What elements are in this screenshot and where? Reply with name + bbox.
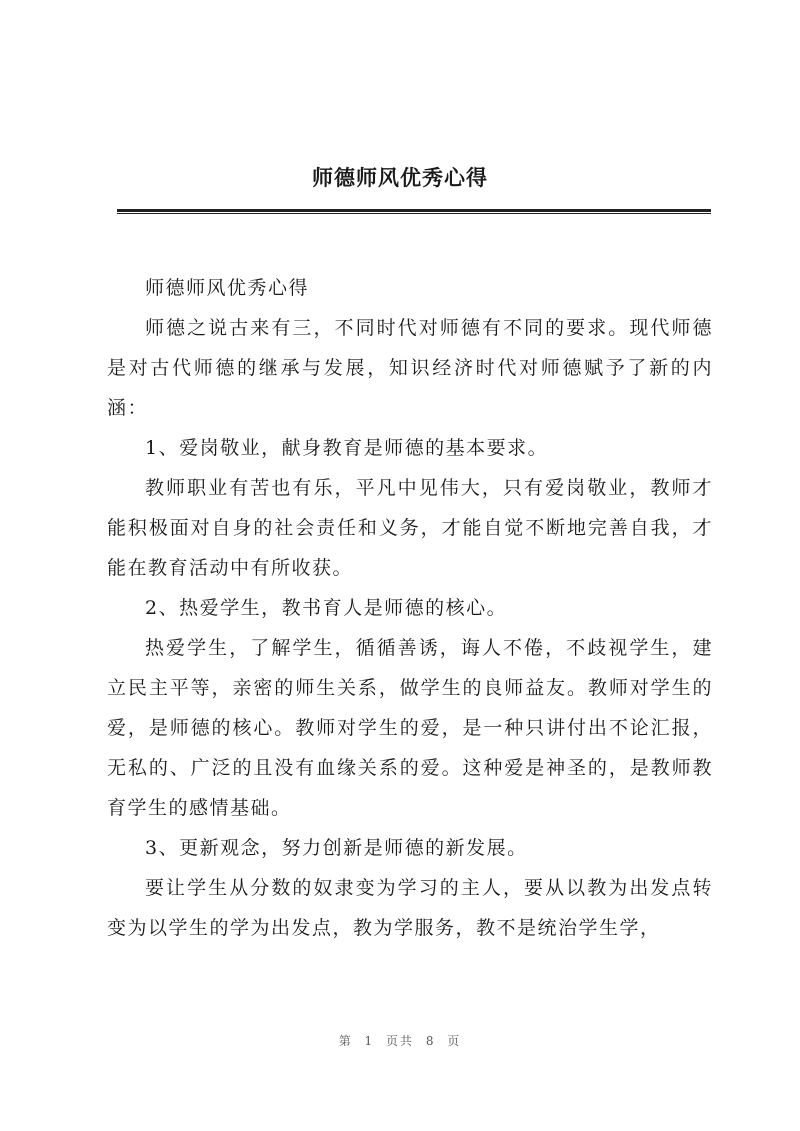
section-heading-3: 3、更新观念，努力创新是师德的新发展。 <box>145 837 528 859</box>
page-title: 师德师风优秀心得 <box>312 166 488 190</box>
paragraph-section-3: 要让学生从分数的奴隶变为学习的主人，要从以教为出发点转变为以学生的学为出发点，教为学服务，教不是统治学生学， <box>107 877 713 939</box>
paragraph-heading: 师德师风优秀心得 <box>145 277 310 299</box>
paragraph-intro: 师德之说古来有三，不同时代对师德有不同的要求。现代师德是对古代师德的继承与发展，知识经济时代对师德赋予了新的内涵： <box>107 317 713 419</box>
page-footer: 第 1 页共 8 页 <box>338 1034 462 1048</box>
paragraph-section-2: 热爱学生，了解学生，循循善诱，诲人不倦，不歧视学生，建立民主平等，亲密的师生关系，做学生的良师益友。教师对学生的爱，是师德的核心。教师对学生的爱，是一种只讲付出不论汇报，无私的、广泛的且没有血缘关系的爱。这种爱是神圣的，是教师教育学生的感情基础。 <box>107 637 713 819</box>
document-body <box>107 268 713 948</box>
section-heading-2: 2、热爱学生，教书育人是师德的核心。 <box>145 597 508 619</box>
paragraph-section-1: 教师职业有苦也有乐，平凡中见伟大，只有爱岗敬业，教师才能积极面对自身的社会责任和义务，才能自觉不断地完善自我，才能在教育活动中有所收获。 <box>107 477 713 579</box>
section-heading-1: 1、爱岗敬业，献身教育是师德的基本要求。 <box>145 437 549 459</box>
title-divider <box>117 209 711 214</box>
